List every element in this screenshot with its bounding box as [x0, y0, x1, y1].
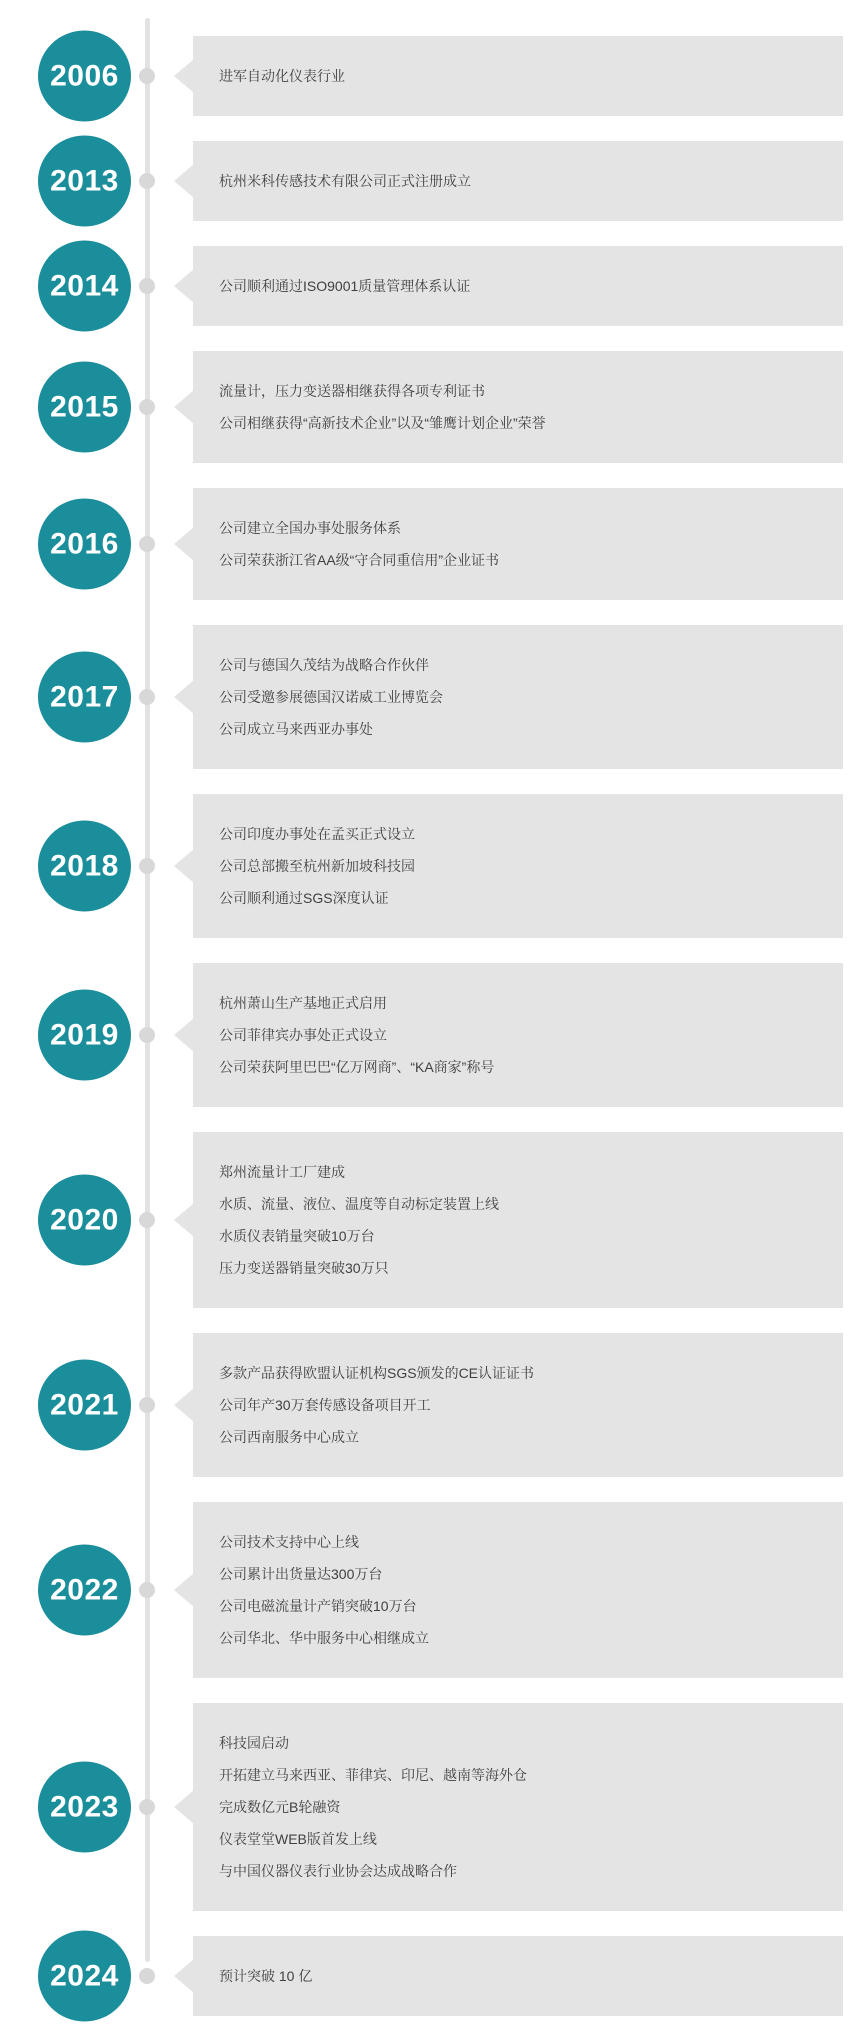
timeline-node-dot [139, 1027, 155, 1043]
year-label: 2013 [50, 164, 119, 197]
year-badge [38, 990, 131, 1081]
timeline-entry [0, 488, 843, 600]
year-label: 2021 [50, 1388, 119, 1421]
timeline-node-dot [139, 1582, 155, 1598]
timeline-entry [0, 1502, 843, 1678]
timeline-entry [0, 963, 843, 1107]
milestone-text: 水质仪表销量突破10万台 [219, 1228, 375, 1244]
milestone-text: 水质、流量、液位、温度等自动标定装置上线 [219, 1196, 499, 1212]
arrow-left-icon [174, 390, 194, 424]
timeline-entry [0, 1132, 843, 1308]
milestone-text: 预计突破 10 亿 [219, 1968, 313, 1984]
milestone-text: 公司电磁流量计产销突破10万台 [219, 1598, 417, 1614]
milestone-text: 公司印度办事处在孟买正式设立 [219, 826, 415, 842]
timeline-node-dot [139, 173, 155, 189]
milestone-box [193, 1333, 843, 1477]
milestone-box [193, 963, 843, 1107]
year-label: 2014 [50, 269, 119, 302]
timeline-entry [0, 36, 843, 116]
arrow-left-icon [174, 1959, 194, 1993]
milestone-text: 与中国仪器仪表行业协会达成战略合作 [219, 1863, 457, 1879]
arrow-left-icon [174, 527, 194, 561]
timeline-node-dot [139, 1799, 155, 1815]
year-label: 2019 [50, 1018, 119, 1051]
year-badge [38, 1545, 131, 1636]
timeline-node-dot [139, 1968, 155, 1984]
milestone-text: 郑州流量计工厂建成 [219, 1164, 345, 1180]
milestone-text: 压力变送器销量突破30万只 [219, 1260, 389, 1276]
milestone-box [193, 1936, 843, 2016]
milestone-box [193, 1502, 843, 1678]
timeline-node-dot [139, 858, 155, 874]
milestone-text: 公司华北、华中服务中心相继成立 [219, 1630, 429, 1646]
timeline-node-dot [139, 1212, 155, 1228]
milestone-text: 完成数亿元B轮融资 [219, 1799, 341, 1815]
arrow-left-icon [174, 1573, 194, 1607]
year-label: 2006 [50, 59, 119, 92]
milestone-text: 公司年产30万套传感设备项目开工 [219, 1397, 431, 1413]
milestone-text: 多款产品获得欧盟认证机构SGS颁发的CE认证证书 [219, 1365, 535, 1381]
year-badge [38, 1175, 131, 1266]
milestone-box [193, 141, 843, 221]
milestone-text: 开拓建立马来西亚、菲律宾、印尼、越南等海外仓 [219, 1767, 527, 1783]
milestone-text: 科技园启动 [219, 1735, 289, 1751]
timeline-node-dot [139, 68, 155, 84]
milestone-box [193, 1132, 843, 1308]
milestone-box [193, 351, 843, 463]
milestone-text: 公司西南服务中心成立 [219, 1429, 359, 1445]
timeline-node-dot [139, 1397, 155, 1413]
milestone-box [193, 625, 843, 769]
milestone-box [193, 488, 843, 600]
year-badge [38, 1762, 131, 1853]
timeline-node-dot [139, 399, 155, 415]
year-label: 2015 [50, 390, 119, 423]
timeline-node-dot [139, 536, 155, 552]
milestone-text: 公司顺利通过SGS深度认证 [219, 890, 389, 906]
year-badge [38, 362, 131, 453]
milestone-box [193, 36, 843, 116]
year-label: 2016 [50, 527, 119, 560]
timeline-entry [0, 625, 843, 769]
milestone-text: 杭州萧山生产基地正式启用 [219, 995, 387, 1011]
year-badge [38, 1931, 131, 2022]
year-badge [38, 499, 131, 590]
milestone-text: 公司荣获阿里巴巴“亿万网商”、“KA商家”称号 [219, 1059, 495, 1075]
milestone-text: 公司相继获得“高新技术企业”以及“雏鹰计划企业”荣誉 [219, 415, 546, 431]
milestone-text: 公司受邀参展德国汉诺威工业博览会 [219, 689, 443, 705]
timeline-entry [0, 794, 843, 938]
timeline-node-dot [139, 689, 155, 705]
arrow-left-icon [174, 849, 194, 883]
arrow-left-icon [174, 59, 194, 93]
arrow-left-icon [174, 1203, 194, 1237]
year-badge [38, 136, 131, 227]
milestone-text: 公司成立马来西亚办事处 [219, 721, 373, 737]
timeline-node-dot [139, 278, 155, 294]
milestone-text: 公司总部搬至杭州新加坡科技园 [219, 858, 415, 874]
milestone-text: 公司荣获浙江省AA级“守合同重信用”企业证书 [219, 552, 499, 568]
milestone-text: 仪表堂堂WEB版首发上线 [219, 1831, 377, 1847]
year-label: 2024 [50, 1959, 119, 1992]
arrow-left-icon [174, 164, 194, 198]
arrow-left-icon [174, 269, 194, 303]
milestone-text: 公司顺利通过ISO9001质量管理体系认证 [219, 278, 471, 294]
milestone-text: 杭州米科传感技术有限公司正式注册成立 [219, 173, 471, 189]
timeline-entry [0, 1333, 843, 1477]
arrow-left-icon [174, 1388, 194, 1422]
milestone-box [193, 1703, 843, 1911]
year-label: 2018 [50, 849, 119, 882]
milestone-text: 流量计，压力变送器相继获得各项专利证书 [219, 383, 485, 399]
milestone-text: 公司技术支持中心上线 [219, 1534, 359, 1550]
year-label: 2023 [50, 1790, 119, 1823]
year-badge [38, 31, 131, 122]
year-badge [38, 1360, 131, 1451]
year-badge [38, 241, 131, 332]
milestone-text: 进军自动化仪表行业 [219, 68, 345, 84]
year-badge [38, 652, 131, 743]
milestone-box [193, 794, 843, 938]
year-label: 2022 [50, 1573, 119, 1606]
timeline-entries [0, 36, 860, 2016]
milestone-box [193, 246, 843, 326]
milestone-text: 公司与德国久茂结为战略合作伙伴 [219, 657, 429, 673]
arrow-left-icon [174, 1018, 194, 1052]
year-label: 2017 [50, 680, 119, 713]
year-label: 2020 [50, 1203, 119, 1236]
timeline-entry [0, 351, 843, 463]
timeline-entry [0, 1936, 843, 2016]
year-badge [38, 821, 131, 912]
milestone-text: 公司建立全国办事处服务体系 [219, 520, 401, 536]
milestone-text: 公司累计出货量达300万台 [219, 1566, 383, 1582]
arrow-left-icon [174, 1790, 194, 1824]
timeline-entry [0, 246, 843, 326]
timeline-entry [0, 141, 843, 221]
timeline-entry [0, 1703, 843, 1911]
arrow-left-icon [174, 680, 194, 714]
milestone-text: 公司菲律宾办事处正式设立 [219, 1027, 387, 1043]
